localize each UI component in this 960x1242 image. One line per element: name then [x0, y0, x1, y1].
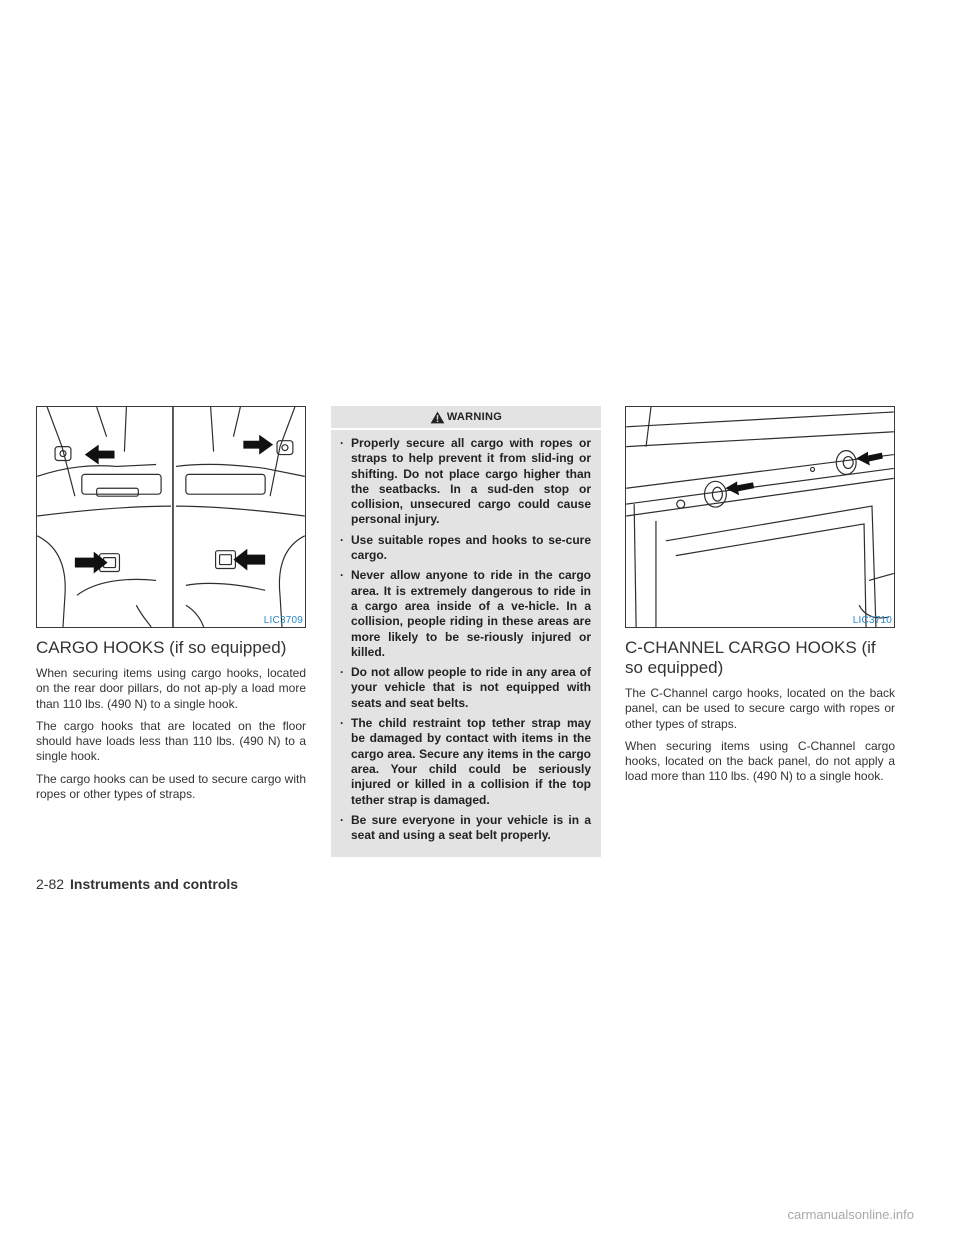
cargo-hooks-paragraph: The cargo hooks that are located on the floor should have loads less than 110 lbs. (490 N) to a single hook.	[36, 718, 306, 764]
page-footer	[36, 876, 238, 892]
c-channel-paragraph: The C-Channel cargo hooks, located on the back panel, can be used to secure cargo with ropes or other types of straps.	[625, 686, 895, 731]
warning-title: WARNING	[446, 411, 503, 423]
warning-item: · The child restraint top tether strap may be damaged by contact with items in the cargo area. Secure any items in the cargo area. Your child could be seriously injured or killed in a collision if the top tether strap is damaged.	[331, 716, 601, 808]
cargo-hooks-heading: CARGO HOOKS (if so equipped)	[36, 638, 287, 657]
cargo-hooks-illustration	[37, 407, 305, 627]
c-channel-paragraph: When securing items using C-Channel cargo hooks, located on the back panel, do not apply a load more than 110 lbs. (490 N) to a single hook.	[625, 738, 895, 784]
column-cargo-hooks	[36, 406, 306, 809]
warning-box	[331, 406, 601, 857]
column-c-channel	[625, 406, 895, 792]
warning-triangle-icon	[430, 411, 445, 424]
warning-item: · Never allow anyone to ride in the cargo area. It is extremely dangerous to ride in a cargo area inside of a ve-hicle. In a collision, people riding in these areas are more likely to be se-riously injured or killed.	[331, 568, 601, 660]
warning-header	[331, 406, 601, 430]
figure-id: LIC3710	[852, 615, 892, 626]
figure-cargo-hooks	[36, 406, 306, 628]
cargo-hooks-paragraph: The cargo hooks can be used to secure cargo with ropes or other types of straps.	[36, 771, 306, 802]
section-title: Instruments and controls	[70, 876, 239, 892]
warning-item: · Be sure everyone in your vehicle is in a seat and using a seat belt properly.	[331, 813, 601, 844]
column-warning	[331, 406, 601, 857]
cargo-hooks-paragraph: When securing items using cargo hooks, located on the rear door pillars, do not ap-ply a load more than 110 lbs. (490 N) to a single hook.	[36, 666, 306, 711]
figure-c-channel	[625, 406, 895, 628]
c-channel-illustration	[626, 407, 894, 627]
c-channel-heading: C-CHANNEL CARGO HOOKS (if so equipped)	[625, 638, 876, 677]
figure-id: LIC3709	[263, 615, 303, 626]
warning-item: · Use suitable ropes and hooks to se-cure cargo.	[331, 533, 601, 564]
warning-item: · Properly secure all cargo with ropes or straps to help prevent it from slid-ing or shifting. Do not place cargo higher than the seatbacks. In a sud-den stop or collision, unsecured cargo could cause personal injury.	[331, 436, 601, 528]
watermark: carmanualsonline.info	[787, 1207, 914, 1222]
warning-list	[331, 430, 601, 843]
page-number: 2-82	[36, 876, 65, 892]
warning-item: · Do not allow people to ride in any area of your vehicle that is not equipped with seats and seat belts.	[331, 665, 601, 711]
